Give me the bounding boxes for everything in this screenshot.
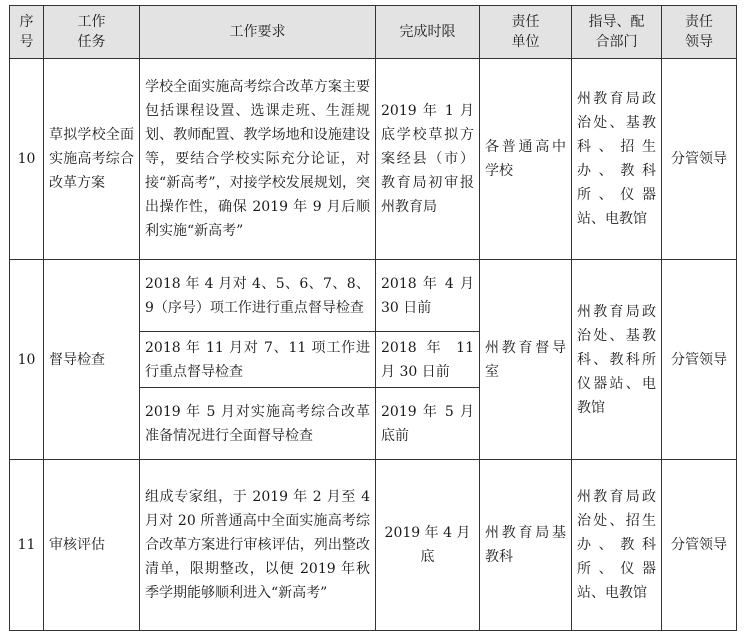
header-responsible-unit: 责任 单位 xyxy=(480,6,572,59)
row-serial-number: 10 xyxy=(10,59,44,260)
row-deadline: 2019 年 1 月底学校草拟方案经县（市）教育局初审报州教育局 xyxy=(376,59,480,260)
header-responsible-leader: 责任 领导 xyxy=(662,6,737,59)
row-guidance-dept: 州教育局政治处、基教科、教科所仪器站、电教馆 xyxy=(572,260,662,460)
row-task: 督导检查 xyxy=(44,260,140,460)
row-guidance-dept: 州教育局政治处、基教科、招生办、教科所、仪器站、电教馆 xyxy=(572,59,662,260)
header-requirement: 工作要求 xyxy=(140,6,376,59)
row-deadline: 2018 年 11 月 30 日前 xyxy=(376,332,480,388)
work-task-table xyxy=(9,5,737,631)
row-responsible-unit: 州教育督导室 xyxy=(480,260,572,460)
row-responsible-unit: 各普通高中学校 xyxy=(480,59,572,260)
row-requirement: 2018 年 4 月对 4、5、6、7、8、9（序号）项工作进行重点督导检查 xyxy=(140,260,376,332)
header-deadline: 完成时限 xyxy=(376,6,480,59)
row-task: 审核评估 xyxy=(44,460,140,631)
table-row xyxy=(10,59,737,260)
row-responsible-leader: 分管领导 xyxy=(662,460,737,631)
header-task: 工作 任务 xyxy=(44,6,140,59)
row-responsible-leader: 分管领导 xyxy=(662,59,737,260)
row-responsible-leader: 分管领导 xyxy=(662,260,737,460)
row-deadline: 2018 年 4 月 30 日前 xyxy=(376,260,480,332)
header-row xyxy=(10,6,737,59)
table-row xyxy=(10,260,737,332)
row-requirement: 学校全面实施高考综合改革方案主要包括课程设置、选课走班、生涯规划、教师配置、教学场地和设施建设等，要结合学校实际充分论证，对接“新高考”，对接学校发展规划，突出操作性，确保 2019 年 9 月后顺利实施“新高考” xyxy=(140,59,376,260)
row-serial-number: 10 xyxy=(10,260,44,460)
row-requirement: 2018 年 11 月对 7、11 项工作进行重点督导检查 xyxy=(140,332,376,388)
header-guidance-dept: 指导、配 合部门 xyxy=(572,6,662,59)
header-serial-number: 序 号 xyxy=(10,6,44,59)
row-requirement: 2019 年 5 月对实施高考综合改革准备情况进行全面督导检查 xyxy=(140,388,376,460)
row-deadline: 2019 年 4 月底 xyxy=(376,460,480,631)
table-row xyxy=(10,460,737,631)
row-responsible-unit: 州教育局基教科 xyxy=(480,460,572,631)
row-deadline: 2019 年 5 月底前 xyxy=(376,388,480,460)
row-serial-number: 11 xyxy=(10,460,44,631)
row-guidance-dept: 州教育局政治处、招生办、教科所、仪器站、电教馆 xyxy=(572,460,662,631)
row-requirement: 组成专家组，于 2019 年 2 月至 4 月对 20 所普通高中全面实施高考综合改革方案进行审核评估，列出整改清单，限期整改，以便 2019 年秋季学期能够顺利进入“新高考” xyxy=(140,460,376,631)
row-task: 草拟学校全面实施高考综合改革方案 xyxy=(44,59,140,260)
document-page xyxy=(9,5,736,631)
